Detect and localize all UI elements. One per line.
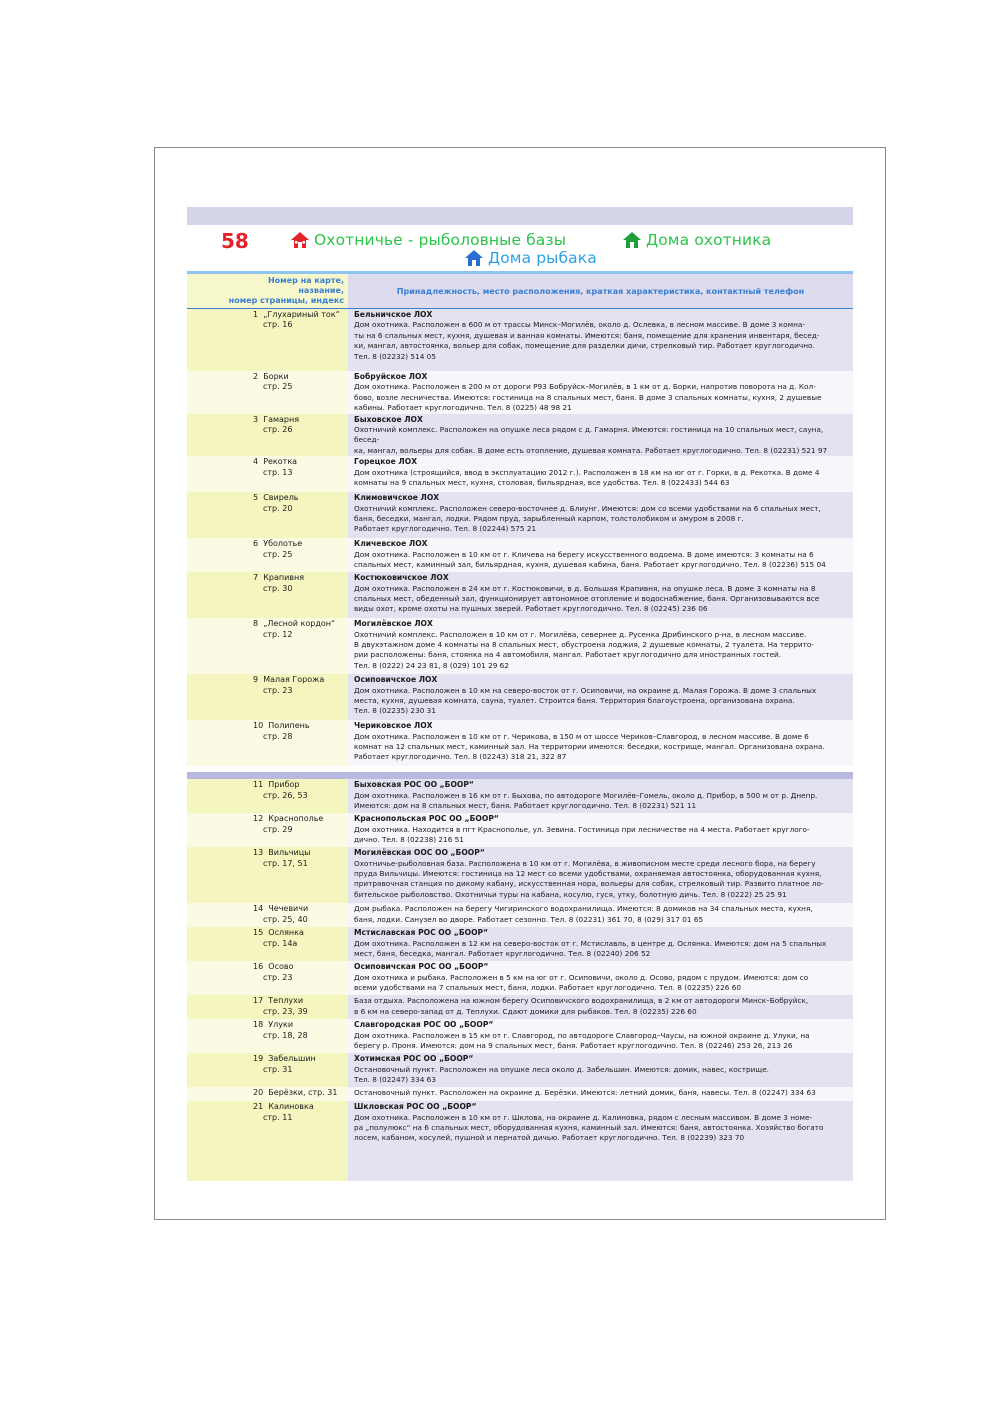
entry-page: стр. 20 (263, 503, 293, 513)
entry-number: 17 (253, 996, 264, 1006)
entry-name (253, 619, 348, 629)
entry-info-cell (348, 618, 853, 674)
entry-organization: Могилёвское ЛОХ (354, 619, 433, 629)
entry-description-line: Тел. 8 (02232) 514 05 (354, 351, 436, 361)
entry-organization: Костюковичское ЛОХ (354, 573, 449, 583)
entry-page: стр. 31 (263, 1064, 293, 1074)
entry-description-line: ки, мангал, автостоянка, вольер для собак, помещение для разделки дичи, стрелковый тир. Работает круглогодично. (354, 341, 815, 351)
entry-description-line: бительское рыболовство. Охотничьи туры на кабана, косулю, гуся, утку, болотную дичь. Тел. 8 (0222) 25 25 91 (354, 889, 787, 899)
entry-id-cell (187, 779, 348, 813)
entry-id-cell (187, 813, 348, 847)
entry-number: 11 (253, 780, 264, 790)
column-header-left-line: название, (298, 286, 344, 295)
entry-description-line: баня, лодки. Санузел во дворе. Работает сезонно. Тел. 8 (02231) 361 70, 8 (029) 317 01 65 (354, 914, 704, 924)
entry-name (253, 539, 348, 549)
column-header-left-line: Номер на карте, (267, 276, 344, 285)
entry-title: Улуки (268, 1020, 294, 1030)
entry-description-line: Дом охотника и рыбака. Расположен в 5 км на юг от г. Осиповичи, около д. Осово, рядом с прудом. Имеются: дом со (354, 972, 809, 982)
entry-name (253, 493, 348, 503)
table-row (187, 1019, 853, 1053)
entry-page: стр. 26 (263, 425, 293, 435)
entry-description-line: Охотничье-рыболовная база. Расположена в 10 км от г. Могилёва, в живописном месте среди лесного бора, на берегу (354, 858, 816, 868)
entry-title: Гамарня (263, 414, 300, 424)
table-row (187, 961, 853, 995)
entry-number: 14 (253, 904, 264, 914)
column-header-left-line: номер страницы, индекс (228, 296, 344, 305)
catalog-page (187, 207, 853, 1181)
entry-description-line: дично. Тел. 8 (02238) 216 51 (354, 835, 464, 845)
entry-description-line: всеми удобствами на 7 спальных мест, баня, лодки. Работает круглогодично. Тел. 8 (02235) 226 60 (354, 983, 742, 993)
entry-name (253, 928, 348, 938)
entry-organization: Осиповичское ЛОХ (354, 675, 438, 685)
entry-description-line: Дом охотника. Расположен в 600 м от трассы Минск–Могилёв, около д. Ослевка, в лесном массиве. В доме 3 комна- (354, 320, 805, 330)
entry-page: стр. 25 (263, 549, 293, 559)
entry-id-cell (187, 1019, 348, 1053)
entry-page: стр. 14а (263, 938, 298, 948)
table-row (187, 572, 853, 618)
entry-title: Берёзки, стр. 31 (268, 1088, 338, 1098)
entry-description-line: места, кухня, душевая комната, сауна, туалет. Строится баня. Территория благоустроена, организована охрана. (354, 696, 795, 706)
entry-id-cell (187, 674, 348, 720)
entry-id-cell (187, 961, 348, 995)
title-fisher-houses (464, 249, 597, 267)
entry-info-cell (348, 309, 853, 371)
entry-page: стр. 18, 28 (263, 1030, 308, 1040)
entry-name (253, 814, 348, 824)
entry-page: стр. 23 (263, 685, 293, 695)
entry-name (253, 1102, 348, 1112)
entry-number: 21 (253, 1102, 264, 1112)
entry-info-cell (348, 1053, 853, 1087)
entry-organization: Быховская РОС ОО „БООР“ (354, 780, 474, 790)
title-bar (187, 225, 853, 271)
entry-info-cell (348, 414, 853, 457)
entry-page: стр. 17, 51 (263, 858, 308, 868)
entry-description-line: Дом охотника. Расположен в 16 км от г. Быхова, по автодороге Могилёв–Гомель, около д. Прибор, в 500 м от р. Днепр. (354, 790, 818, 800)
entry-number: 5 (253, 493, 259, 503)
entry-title: Полипень (268, 721, 310, 731)
entry-id-cell (187, 309, 348, 371)
entry-number: 19 (253, 1054, 264, 1064)
entry-number: 3 (253, 414, 259, 424)
entry-title: Ослянка (268, 928, 304, 938)
entry-info-cell (348, 995, 853, 1019)
entry-description-line: Тел. 8 (02235) 230 31 (354, 706, 436, 716)
entry-title: Малая Горожа (263, 675, 325, 685)
entry-id-cell (187, 1101, 348, 1181)
entry-organization: Бобруйское ЛОХ (354, 372, 428, 381)
hunting-lodges-group (187, 309, 853, 766)
entry-page: стр. 28 (263, 731, 293, 741)
entry-organization: Горецкое ЛОХ (354, 457, 418, 467)
entry-description-line: ты на 6 спальных мест, кухня, душевая и ванная комнаты. Имеются: баня, помещение для хранения инвентаря, бесед- (354, 330, 820, 340)
entry-description-line: Тел. 8 (0222) 24 23 81, 8 (029) 101 29 62 (354, 660, 509, 670)
entry-number: 4 (253, 457, 259, 467)
entry-organization: Могилёвская ООС ОО „БООР“ (354, 848, 485, 858)
entry-description-line: Имеются: дом на 8 спальных мест, баня. Работает круглогодично. Тел. 8 (02231) 521 11 (354, 801, 697, 811)
entry-name (253, 1088, 348, 1098)
entry-id-cell (187, 995, 348, 1019)
entry-page: стр. 29 (263, 824, 293, 834)
entry-page: стр. 23, 39 (263, 1006, 308, 1016)
table-row (187, 1053, 853, 1087)
entry-organization: Кличевское ЛОХ (354, 539, 428, 549)
house-red-icon (290, 231, 310, 249)
entry-id-cell (187, 492, 348, 538)
entry-page: стр. 25, 40 (263, 914, 308, 924)
entry-title: Уболотье (263, 539, 303, 549)
entry-description-line: спальных мест, каминный зал, бильярдная, кухня, душевая кабина, баня. Работает круглогодично. Тел. 8 (02236) 515 04 (354, 560, 826, 570)
entry-number: 10 (253, 721, 264, 731)
entry-description-line: База отдыха. Расположена на южном берегу Осиповичского водохранилища, в 2 км от автодороги Минск–Бобруйск, (354, 996, 809, 1006)
group-separator (187, 772, 853, 779)
entry-name (253, 721, 348, 731)
entry-id-cell (187, 903, 348, 927)
entry-name (253, 573, 348, 583)
entry-description-line: Охотничий комплекс. Расположен в 10 км от г. Могилёва, севернее д. Русенка Дрибинского р-на, в лесном массиве. (354, 629, 807, 639)
entry-description-line: берегу р. Проня. Имеются: дом на 9 спальных мест, баня. Работает круглогодично. Тел. 8 (02246) 253 26, 213 26 (354, 1041, 793, 1051)
entry-title: Калиновка (268, 1102, 314, 1112)
table-row (187, 538, 853, 572)
entry-number: 6 (253, 539, 259, 549)
entry-id-cell (187, 414, 348, 457)
top-band (187, 207, 853, 225)
entry-description-line: бово, возле лесничества. Имеются: гостиница на 8 спальных мест, баня. В доме 3 спальных комнаты, кухня, 2 душевые (354, 392, 822, 402)
entry-description-line: притравочная станция по дикому кабану, искусственная нора, вольеры для собак, стрелковый тир. Развито платное ло- (354, 879, 824, 889)
entry-title: Вильчицы (268, 848, 311, 858)
entry-description-line: кабины. Работает круглогодично. Тел. 8 (0225) 48 98 21 (354, 403, 572, 413)
entry-page: стр. 11 (263, 1112, 293, 1122)
entry-info-cell (348, 538, 853, 572)
entry-description-line: мест, баня, беседка, мангал. Работает круглогодично. Тел. 8 (02240) 206 52 (354, 949, 651, 959)
entry-title: Чечевичи (268, 904, 309, 914)
entry-number: 7 (253, 573, 259, 583)
table-row (187, 1087, 853, 1101)
group-gap (187, 766, 853, 770)
entry-page: стр. 23 (263, 972, 293, 982)
entry-name (253, 962, 348, 972)
entry-organization: Климовичское ЛОХ (354, 493, 440, 503)
entry-description-line: Дом охотника. Находится в пгт Краснополье, ул. Зевина. Гостиница при лесничестве на 4 места. Работает круглого- (354, 824, 810, 834)
table-row (187, 847, 853, 903)
entry-number: 2 (253, 372, 259, 381)
entry-info-cell (348, 813, 853, 847)
entry-info-cell (348, 720, 853, 766)
entry-id-cell (187, 1087, 348, 1101)
entry-page: стр. 16 (263, 320, 293, 330)
entry-description-line: пруда Вильчицы. Имеются: гостиница на 12 мест со всеми удобствами, охраняемая автостоянка, оборудованная кухня, (354, 869, 822, 879)
entry-organization: Хотимская РОС ОО „БООР“ (354, 1054, 474, 1064)
entry-id-cell (187, 720, 348, 766)
entry-info-cell (348, 1101, 853, 1181)
entry-title: Рекотка (263, 457, 298, 467)
table-row (187, 995, 853, 1019)
entry-id-cell (187, 927, 348, 961)
entry-description-line: в 6 км на северо-запад от д. Теплухи. Сдают домики для рыбаков. Тел. 8 (02235) 226 60 (354, 1006, 697, 1016)
table-row (187, 492, 853, 538)
entry-description-line: Тел. 8 (02247) 334 63 (354, 1075, 436, 1085)
house-green-icon (622, 231, 642, 249)
entry-info-cell (348, 903, 853, 927)
entry-name (253, 415, 348, 425)
entry-organization: Быховское ЛОХ (354, 414, 423, 424)
entry-description-line: Дом рыбака. Расположен на берегу Чигиринского водохранилища. Имеются: 8 домиков на 34 спальных места, кухня, (354, 904, 813, 914)
entry-description-line: лосем, кабаном, косулей, пушной и пернатой дичью. Работает круглогодично. Тел. 8 (02239) 323 70 (354, 1133, 745, 1143)
entry-description-line: спальных мест, обеденный зал, функционирует автономное отопление и водоснабжение, баня. Организовываются все (354, 594, 820, 604)
table-row (187, 813, 853, 847)
entry-description-line: баня, беседки, мангал, лодки. Рядом пруд, зарыбленный карпом, толстолобиком и амуром в 2008 г. (354, 514, 744, 524)
entry-description-line: комнат на 12 спальных мест, каминный зал. На территории имеются: беседки, кострище, мангал. Организована охрана. (354, 742, 825, 752)
house-blue-icon (464, 249, 484, 267)
entry-info-cell (348, 847, 853, 903)
entry-name (253, 310, 348, 320)
entry-page: стр. 26, 53 (263, 790, 308, 800)
entry-title: Теплухи (268, 996, 304, 1006)
entry-description-line: Дом охотника. Расположен в 10 км от г. Черикова, в 150 м от шоссе Чериков–Славгород, в лесном массиве. В доме 6 (354, 731, 809, 741)
entry-organization: Мстиславская РОС ОО „БООР“ (354, 928, 489, 938)
entry-page: стр. 25 (263, 382, 293, 392)
entry-id-cell (187, 1053, 348, 1087)
entry-info-cell (348, 1087, 853, 1101)
entry-title: „Лесной кордон“ (263, 619, 336, 629)
entry-description-line: Дом охотника. Расположен в 10 км на северо-восток от г. Осиповичи, на окраине д. Малая Горожа. В доме 3 спальных (354, 685, 817, 695)
title-hunt-fish-text: Охотничье - рыболовные базы (314, 231, 567, 249)
entry-organization: Чериковское ЛОХ (354, 721, 433, 731)
column-header (187, 274, 853, 308)
entry-number: 16 (253, 962, 264, 972)
entry-info-cell (348, 927, 853, 961)
entry-title: Борки (263, 372, 289, 381)
entry-organization: Славгородская РОС ОО „БООР“ (354, 1020, 494, 1030)
table-row (187, 309, 853, 371)
entry-description-line: Дом охотника. Расположен в 12 км на северо-восток от г. Мстиславль, в центре д. Ослянка. Имеются: дом на 5 спальных (354, 938, 827, 948)
entry-title: Прибор (268, 780, 300, 790)
entry-name (253, 996, 348, 1006)
table-row (187, 674, 853, 720)
entry-description-line: Работает круглогодично. Тел. 8 (02244) 575 21 (354, 524, 537, 534)
entry-title: Крапивня (263, 573, 305, 583)
entry-description-line: Остановочный пункт. Расположен на опушке леса около д. Забельшин. Имеются: домик, навес, кострище. (354, 1064, 770, 1074)
entry-name (253, 1054, 348, 1064)
entry-description-line: Дом охотника. Расположен в 10 км от г. Шклова, на окраине д. Калиновка, рядом с лесным массивом. В доме 3 номе- (354, 1112, 813, 1122)
hunting-fishing-bases-group (187, 779, 853, 1181)
entry-id-cell (187, 847, 348, 903)
entry-name (253, 904, 348, 914)
entry-name (253, 675, 348, 685)
entry-id-cell (187, 371, 348, 414)
entry-organization: Шкловская РОС ОО „БООР“ (354, 1102, 477, 1112)
entry-page: стр. 13 (263, 467, 293, 477)
table-row (187, 903, 853, 927)
entry-description-line: Охотничий комплекс. Расположен северо-восточнее д. Блиунг. Имеются: дом со всеми удобствами на 6 спальных мест, (354, 503, 821, 513)
entry-description-line: Работает круглогодично. Тел. 8 (02243) 318 21, 322 87 (354, 752, 567, 762)
title-hunter-houses-text: Дома охотника (646, 231, 772, 249)
entry-organization: Осиповичская РОС ОО „БООР“ (354, 962, 489, 972)
entry-number: 12 (253, 814, 264, 824)
entry-description-line: В двухэтажном доме 4 комнаты на 8 спальных мест, обустроена лоджия, 2 душевые комнаты, 2 туалета. На террито- (354, 640, 814, 650)
entry-description-line: виды охот, кроме охоты на пушных зверей. Работает круглогодично. Тел. 8 (02245) 236 06 (354, 604, 708, 614)
entry-info-cell (348, 371, 853, 414)
entry-name (253, 1020, 348, 1030)
entry-number: 20 (253, 1088, 264, 1098)
entry-title: „Глухариный ток“ (263, 310, 340, 319)
entry-description-line: Дом охотника. Расположен в 24 км от г. Костюковичи, в д. Большая Крапивня, на опушке леса. В доме 3 комнаты на 8 (354, 583, 816, 593)
table-row (187, 618, 853, 674)
entry-description-line: ра „полулюкс“ на 6 спальных мест, оборудованная кухня, каминный зал. Имеются: баня, автостоянка. Хозяйство богато (354, 1123, 824, 1133)
entry-info-cell (348, 572, 853, 618)
column-header-right: Принадлежность, место расположения, краткая характеристика, контактный телефон (348, 274, 853, 308)
entry-title: Свирель (263, 493, 299, 503)
entry-description-line: Остановочный пункт. Расположен на окраине д. Берёзки. Имеются: летний домик, баня, навесы. Тел. 8 (02247) 334 63 (354, 1088, 816, 1098)
table-row (187, 927, 853, 961)
entry-name (253, 457, 348, 467)
entry-page: стр. 30 (263, 583, 293, 593)
entry-description-line: комнаты на 9 спальных мест, кухня, столовая, бильярдная, все удобства. Тел. 8 (022433) 544 63 (354, 478, 730, 488)
entry-title: Забельшин (268, 1054, 316, 1064)
entry-id-cell (187, 456, 348, 492)
entry-description-line: Дом охотника (строящийся, ввод в эксплуатацию 2012 г.). Расположен в 18 км на юг от г. Горки, в д. Рекотка. В доме 4 (354, 467, 820, 477)
table-row (187, 779, 853, 813)
table-row (187, 371, 853, 414)
entry-number: 9 (253, 675, 259, 685)
entry-organization: Бельничское ЛОХ (354, 310, 433, 319)
table-row (187, 720, 853, 766)
entry-description-line: Охотничий комплекс. Расположен на опушке леса рядом с д. Гамарня. Имеются: гостиница на 10 спальных мест, сауна, бесед- (354, 425, 824, 445)
entry-description-line: Дом охотника. Расположен в 10 км от г. Кличева на берегу искусственного водоема. В доме имеются: 3 комнаты на 6 (354, 549, 814, 559)
entry-id-cell (187, 572, 348, 618)
entry-name (253, 780, 348, 790)
entry-info-cell (348, 779, 853, 813)
title-fisher-houses-text: Дома рыбака (488, 249, 597, 267)
entry-description-line: Дом охотника. Расположен в 200 м от дороги Р93 Бобруйск–Могилёв, в 1 км от д. Борки, напротив поворота на д. Кол- (354, 382, 816, 392)
title-hunter-houses (622, 231, 771, 249)
entry-page: стр. 12 (263, 629, 293, 639)
entry-number: 13 (253, 848, 264, 858)
entry-organization: Краснопольская РОС ОО „БООР“ (354, 814, 499, 824)
entry-id-cell (187, 618, 348, 674)
entry-number: 8 (253, 619, 259, 629)
title-hunt-fish (290, 231, 566, 249)
entry-number: 18 (253, 1020, 264, 1030)
entry-name (253, 848, 348, 858)
entry-number: 1 (253, 310, 259, 319)
entry-info-cell (348, 492, 853, 538)
entry-info-cell (348, 674, 853, 720)
table-row (187, 456, 853, 492)
entry-info-cell (348, 456, 853, 492)
entry-title: Краснополье (268, 814, 324, 824)
entry-title: Осово (268, 962, 294, 972)
entry-number: 15 (253, 928, 264, 938)
entry-description-line: рии расположены: баня, стоянка на 4 автомобиля, мангал. Работает круглогодично для иностранных гостей. (354, 650, 782, 660)
page-number: 58 (221, 229, 249, 253)
entry-name (253, 372, 348, 382)
entry-info-cell (348, 1019, 853, 1053)
table-row (187, 414, 853, 457)
column-header-left (187, 274, 348, 308)
entry-description-line: ка, мангал, вольеры для собак. В доме есть отопление, душевая комната. Работает круглогодично. Тел. 8 (02231) 521 97 (354, 445, 828, 455)
entry-description-line: Дом охотника. Расположен в 15 км от г. Славгород, по автодороге Славгород–Чаусы, на южной окраине д. Улуки, на (354, 1030, 810, 1040)
entry-id-cell (187, 538, 348, 572)
table-row (187, 1101, 853, 1181)
entry-info-cell (348, 961, 853, 995)
